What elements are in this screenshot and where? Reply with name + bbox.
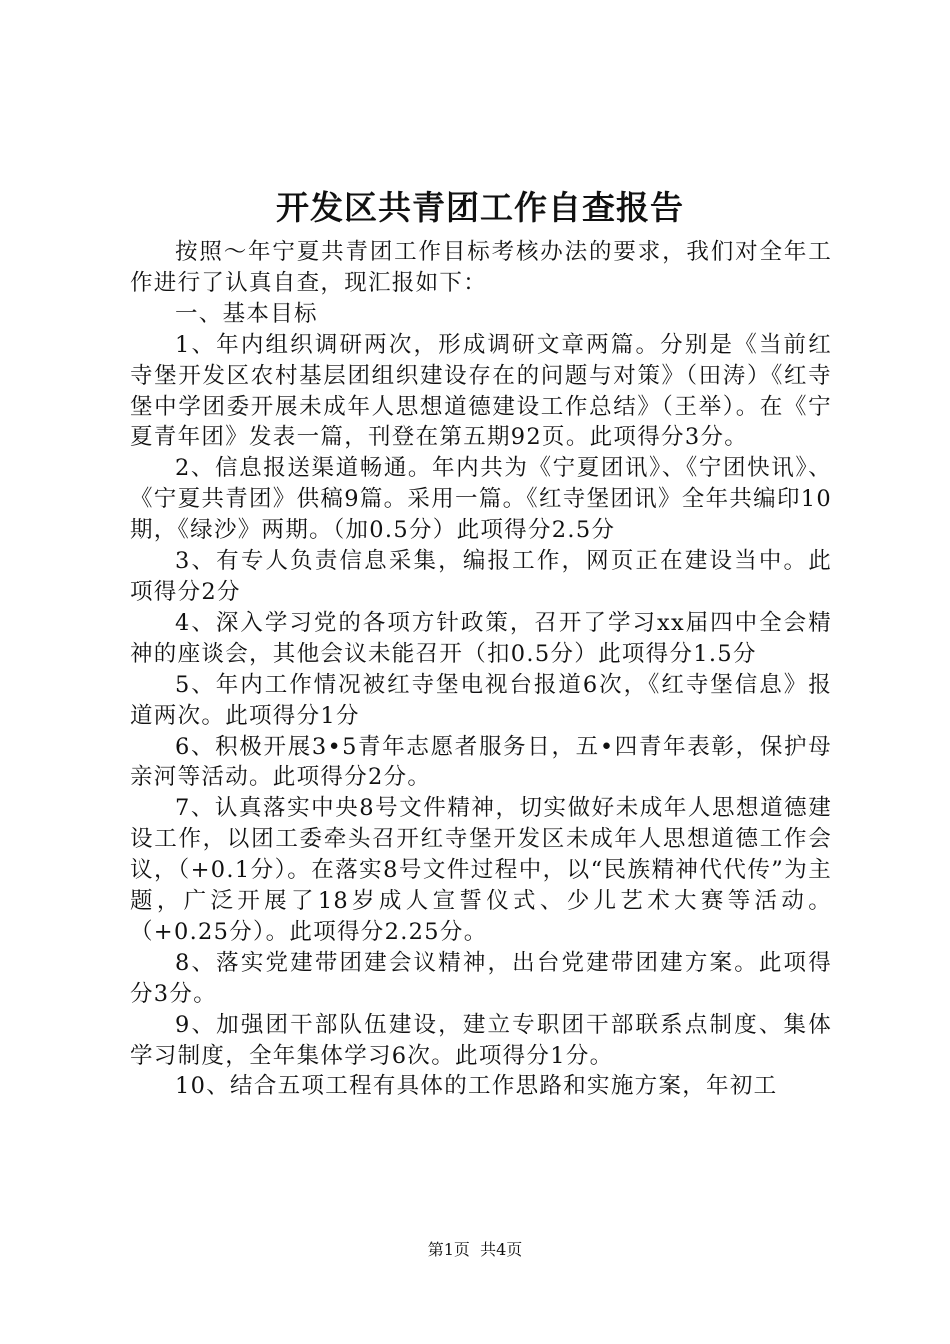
list-item: 8、落实党建带团建会议精神，出台党建带团建方案。此项得分3分。 bbox=[130, 949, 832, 1007]
list-item: 10、结合五项工程有具体的工作思路和实施方案，年初工 bbox=[175, 1073, 778, 1100]
list-item: 7、认真落实中央8号文件精神，切实做好未成年人思想道德建设工作，以团工委牵头召开红寺堡开发区未成年人思想道德工作会议，（+0.1分）。在落实8号文件过程中，以“民族精神代代传”为主题，广泛开展了18岁成人宣誓仪式、少儿艺术大赛等活动。（+0.25分）。此项得分2.25分。 bbox=[130, 795, 832, 945]
list-item: 4、深入学习党的各项方针政策，召开了学习xx届四中全会精神的座谈会，其他会议未能召开（扣0.5分）此项得分1.5分 bbox=[130, 609, 832, 667]
list-item: 2、信息报送渠道畅通。年内共为《宁夏团讯》、《宁团快讯》、《宁夏共青团》供稿9篇。采用一篇。《红寺堡团讯》全年共编印10期，《绿沙》两期。（加0.5分）此项得分2.5分 bbox=[130, 455, 832, 544]
document-body bbox=[130, 237, 832, 1102]
section-heading: 一、基本目标 bbox=[175, 300, 318, 327]
document-title: 开发区共青团工作自查报告 bbox=[276, 188, 684, 227]
page-footer: 第1页 共4页 bbox=[427, 1240, 523, 1259]
list-item: 6、积极开展3•5青年志愿者服务日，五•四青年表彰，保护母亲河等活动。此项得分2分。 bbox=[130, 733, 832, 791]
list-item: 5、年内工作情况被红寺堡电视台报道6次，《红寺堡信息》报道两次。此项得分1分 bbox=[130, 671, 832, 729]
list-item: 9、加强团干部队伍建设，建立专职团干部联系点制度、集体学习制度，全年集体学习6次。此项得分1分。 bbox=[130, 1011, 832, 1069]
list-item: 3、有专人负责信息采集，编报工作，网页正在建设当中。此项得分2分 bbox=[130, 548, 832, 605]
list-item: 1、年内组织调研两次，形成调研文章两篇。分别是《当前红寺堡开发区农村基层团组织建设存在的问题与对策》（田涛）《红寺堡中学团委开展未成年人思想道德建设工作总结》（王举）。在《宁夏青年团》发表一篇，刊登在第五期92页。此项得分3分。 bbox=[130, 331, 832, 451]
intro-paragraph: 按照～年宁夏共青团工作目标考核办法的要求，我们对全年工作进行了认真自查，现汇报如下： bbox=[130, 239, 832, 296]
